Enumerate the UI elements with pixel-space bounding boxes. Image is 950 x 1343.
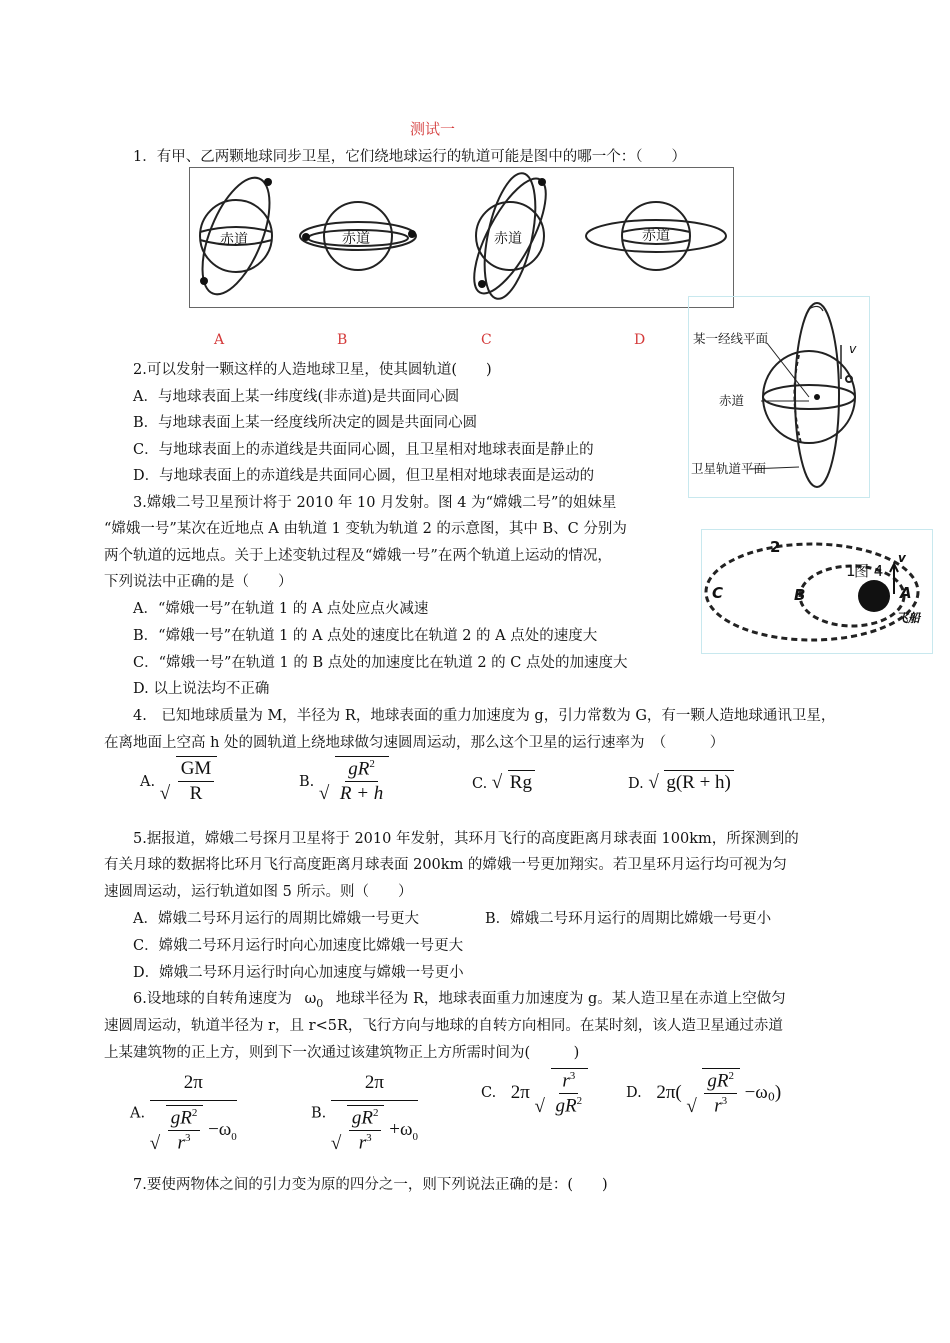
q3-line4: 下列说法中正确的是（ ） (104, 574, 293, 590)
orbit-diagrams (190, 168, 733, 307)
q6-option-a[interactable]: A. 2π √ $\frac{gR^2}{r^3}$ $-\omega_0$ (130, 1072, 237, 1154)
svg-text:2: 2 (770, 538, 781, 556)
fig4-label: 图 4 (854, 562, 884, 580)
svg-text:赤道: 赤道 (494, 231, 522, 247)
q4-option-b[interactable]: B. √ $\frac{gR^2}{R + h}$ (299, 756, 389, 805)
q5-line1: 5.据报道，嫦娥二号探月卫星将于 2010 年发射，其环月飞行的高度距离月球表面 100km，所探测到的 (133, 831, 799, 847)
q1-text: 1．有甲、乙两颗地球同步卫星，它们绕地球运行的轨道可能是图中的哪一个：（ ） (133, 149, 686, 165)
q3-option-b[interactable]: B．“嫦娥一号”在轨道 1 的 A 点处的速度比在轨道 2 的 A 点处的速度大 (133, 628, 598, 644)
q3-line2: “嫦娥一号”某次在近地点 A 由轨道 1 变轨为轨道 2 的示意图，其中 B、C 分别为 (104, 521, 627, 537)
svg-text:赤道: 赤道 (642, 228, 670, 244)
equator-label-a: 赤道 (220, 232, 248, 248)
q5-option-a[interactable]: A．嫦娥二号环月运行的周期比嫦娥一号更大 (133, 911, 419, 927)
q7-text: 7.要使两物体之间的引力变为原的四分之一，则下列说法正确的是：( ) (133, 1177, 608, 1193)
q3-figure (701, 529, 933, 654)
svg-text:1: 1 (846, 562, 856, 580)
svg-text:B: B (794, 586, 806, 604)
q3-option-a[interactable]: A．“嫦娥一号”在轨道 1 的 A 点处应点火减速 (133, 601, 429, 617)
meridian-label: 某一经线平面 (693, 331, 769, 346)
q2-option-b[interactable]: B．与地球表面上某一经度线所决定的圆是共面同心圆 (133, 415, 478, 431)
q3-line1: 3.嫦娥二号卫星预计将于 2010 年 10 月发射。图 4 为“嫦娥二号”的姐妹星 (133, 495, 617, 511)
equator-label: 赤道 (719, 393, 745, 408)
q4-option-d[interactable]: D. √ g(R + h) (628, 770, 734, 794)
q1-option-c[interactable]: C (481, 332, 492, 348)
q5-option-d[interactable]: D．嫦娥二号环月运行时向心加速度与嫦娥一号更小 (133, 965, 464, 981)
q3-option-d[interactable]: D. 以上说法均不正确 (133, 681, 270, 697)
q4-option-a[interactable]: A. √ $\frac{GM}{R}$ (140, 756, 217, 805)
q1-option-b[interactable]: B (337, 332, 348, 348)
q6-line3: 上某建筑物的正上方，则到下一次通过该建筑物正上方所需时间为( ) (104, 1045, 580, 1061)
svg-text:v: v (898, 551, 906, 565)
q2-text: 2.可以发射一颗这样的人造地球卫星，使其圆轨道( ) (133, 362, 492, 378)
svg-text:A: A (900, 584, 912, 602)
orbit-plane-label: 卫星轨道平面 (691, 461, 767, 476)
q6-line1: 6.设地球的自转角速度为 $\omega_0$ 地球半径为 R，地球表面重力加速度为 g。某人造卫星在赤道上空做匀 (133, 991, 786, 1010)
svg-text:C: C (712, 584, 724, 602)
q2-figure (688, 296, 870, 498)
q6-line2: 速圆周运动，轨道半径为 r，且 r<5R，飞行方向与地球的自转方向相同。在某时刻，该人造卫星通过赤道 (104, 1018, 783, 1034)
svg-text:飞船: 飞船 (896, 611, 921, 625)
q5-option-b[interactable]: B．嫦娥二号环月运行的周期比嫦娥一号更小 (485, 911, 772, 927)
q4-line2: 在离地面上空高 h 处的圆轨道上绕地球做匀速圆周运动，那么这个卫星的运行速率为 （ ） (104, 735, 725, 751)
q3-option-c[interactable]: C．“嫦娥一号”在轨道 1 的 B 点处的加速度比在轨道 2 的 C 点处的加速度大 (133, 655, 628, 671)
earth (858, 580, 890, 612)
q4-option-c[interactable]: C. √ Rg (472, 770, 535, 794)
q4-line1: 4. 已知地球质量为 M，半径为 R，地球表面的重力加速度为 g，引力常数为 G，有一颗人造地球通讯卫星， (133, 708, 836, 724)
q5-line2: 有关月球的数据将比环月飞行高度距离月球表面 200km 的嫦娥一号更加翔实。若卫星环月运行均可视为匀 (104, 857, 787, 873)
q1-option-d[interactable]: D (634, 332, 646, 348)
q2-option-d[interactable]: D．与地球表面上的赤道线是共面同心圆，但卫星相对地球表面是运动的 (133, 468, 595, 484)
q5-option-c[interactable]: C．嫦娥二号环月运行时向心加速度比嫦娥一号更大 (133, 938, 464, 954)
q5-line3: 速圆周运动，运行轨道如图 5 所示。则（ ） (104, 884, 413, 900)
q6-option-b[interactable]: B. 2π √ $\frac{gR^2}{r^3}$ $+\omega_0$ (311, 1072, 418, 1154)
q6-option-d[interactable]: D. 2π( √ $\frac{gR^2}{r^3}$ $-\omega_0$) (626, 1070, 782, 1117)
q2-option-c[interactable]: C．与地球表面上的赤道线是共面同心圆，且卫星相对地球表面是静止的 (133, 442, 594, 458)
q1-option-a[interactable]: A (214, 332, 225, 348)
svg-text:赤道: 赤道 (342, 231, 370, 247)
q2-option-a[interactable]: A．与地球表面上某一纬度线(非赤道)是共面同心圆 (133, 389, 460, 405)
q6-option-c[interactable]: C. 2π √ $\frac{r^3}{gR^2}$ (481, 1068, 588, 1118)
q3-line3: 两个轨道的远地点。关于上述变轨过程及“嫦娥一号”在两个轨道上运动的情况， (104, 548, 612, 564)
q1-figure (189, 167, 734, 308)
svg-text:v: v (849, 341, 857, 356)
page-title: 测试一 (410, 120, 456, 138)
